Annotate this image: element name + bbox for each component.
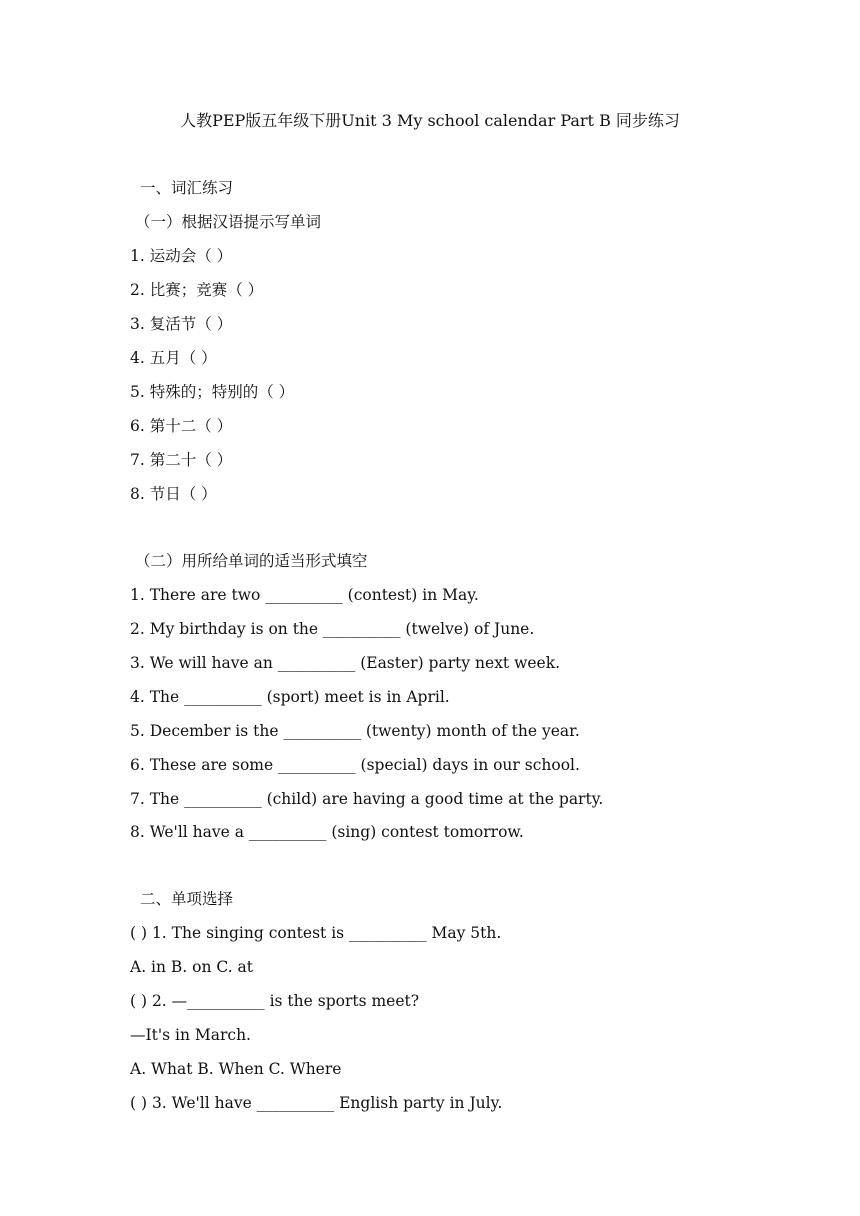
fill-blank-item: 7. The __________ (child) are having a good time at the party. xyxy=(130,790,604,808)
section-heading-multiple-choice: 二、单项选择 xyxy=(140,890,234,908)
subsection-heading-write-words: （一）根据汉语提示写单词 xyxy=(135,213,322,231)
section-heading-vocabulary: 一、词汇练习 xyxy=(140,179,234,197)
vocab-item: 8. 节日（ ） xyxy=(130,485,217,503)
fill-blank-item: 8. We'll have a __________ (sing) contest tomorrow. xyxy=(130,823,524,841)
vocab-item: 3. 复活节（ ） xyxy=(130,315,233,333)
vocab-item: 2. 比赛；竞赛（ ） xyxy=(130,281,264,299)
fill-blank-item: 1. There are two __________ (contest) in May. xyxy=(130,586,479,604)
fill-blank-item: 2. My birthday is on the __________ (twelve) of June. xyxy=(130,620,535,638)
choice-question: ( ) 2. —__________ is the sports meet? xyxy=(130,992,420,1010)
subsection-heading-fill-blanks: （二）用所给单词的适当形式填空 xyxy=(135,552,368,570)
fill-blank-item: 5. December is the __________ (twenty) month of the year. xyxy=(130,722,580,740)
choice-dialogue: —It's in March. xyxy=(130,1026,251,1044)
fill-blank-item: 6. These are some __________ (special) days in our school. xyxy=(130,756,580,774)
page-title: 人教PEP版五年级下册Unit 3 My school calendar Part B 同步练习 xyxy=(180,111,680,130)
choice-question: ( ) 3. We'll have __________ English party in July. xyxy=(130,1094,503,1112)
vocab-item: 5. 特殊的；特别的（ ） xyxy=(130,383,295,401)
vocab-item: 6. 第十二（ ） xyxy=(130,417,233,435)
fill-blank-item: 4. The __________ (sport) meet is in April. xyxy=(130,688,450,706)
choice-options: A. in B. on C. at xyxy=(130,958,254,976)
fill-blank-item: 3. We will have an __________ (Easter) party next week. xyxy=(130,654,561,672)
vocab-item: 1. 运动会（ ） xyxy=(130,247,233,265)
choice-options: A. What B. When C. Where xyxy=(130,1060,342,1078)
vocab-item: 7. 第二十（ ） xyxy=(130,451,233,469)
vocab-item: 4. 五月（ ） xyxy=(130,349,217,367)
choice-question: ( ) 1. The singing contest is __________ May 5th. xyxy=(130,924,502,942)
